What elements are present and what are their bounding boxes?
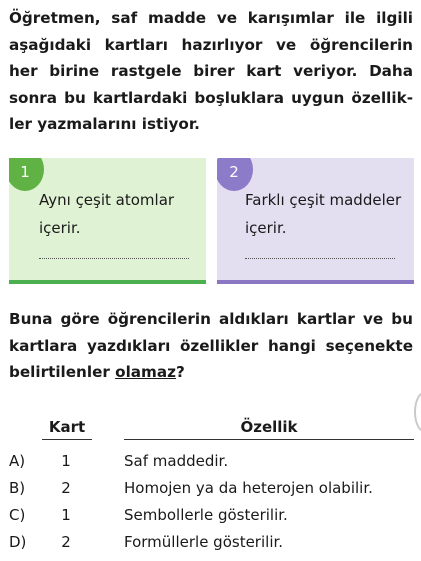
- option-ozellik: Saf maddedir.: [124, 452, 229, 470]
- column-header-kart: Kart: [42, 418, 92, 440]
- option-ozellik: Sembollerle gösterilir.: [124, 506, 288, 524]
- page-edge-decoration: [414, 392, 421, 432]
- question-mark: ?: [175, 363, 185, 381]
- option-letter: D): [9, 533, 27, 551]
- option-kart: 2: [61, 533, 71, 551]
- card-number-badge: 2: [217, 158, 253, 191]
- question-intro: Öğretmen, saf madde ve karışımlar ile ilgili aşağıdaki kartları hazırlıyor ve öğrencilerin her birine rastgele birer kart veriyor. Daha sonra bu kartlardaki boşluklara uygun özellik-ler yazmalarını istiyor.: [9, 9, 413, 133]
- card-2: [217, 158, 414, 284]
- answer-blank-line: [39, 258, 189, 259]
- question-text: Buna göre öğrencilerin aldıkları kartlar ve bu kartlara yazdıkları özellikler hangi seçenekte belirtilenler: [9, 310, 413, 381]
- card-text: Aynı çeşit atomlar içerir.: [39, 191, 175, 237]
- option-kart: 2: [61, 479, 71, 497]
- column-header-ozellik: Özellik: [124, 418, 414, 440]
- option-ozellik: Homojen ya da heterojen olabilir.: [124, 479, 373, 497]
- option-kart: 1: [61, 452, 71, 470]
- option-letter: A): [9, 452, 26, 470]
- card-number-badge: 1: [9, 158, 44, 191]
- answer-blank-line: [245, 258, 395, 259]
- option-letter: B): [9, 479, 26, 497]
- card-text: Farklı çeşit maddeler içerir.: [245, 191, 402, 237]
- option-letter: C): [9, 506, 26, 524]
- option-kart: 1: [61, 506, 71, 524]
- option-ozellik: Formüllerle gösterilir.: [124, 533, 284, 551]
- question-stem: [9, 306, 413, 386]
- card-1: [9, 158, 206, 284]
- question-emphasis: olamaz: [115, 363, 176, 381]
